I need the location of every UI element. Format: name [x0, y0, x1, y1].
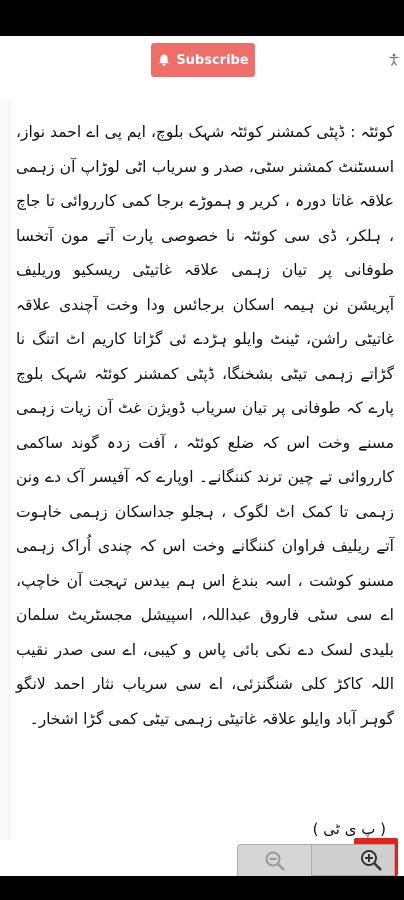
article-body: کوئٹہ : ڈپٹی کمشنر کوئٹہ شہک بلوچ، ایم پی اے احمد نواز، اسسٹنٹ کمشنر سٹی، صدر و سریاب اٹی لوڑاپ آن زہمی علاقہ غاتا دورہ ، کریر و ہموڑے برجا کمی کارروائی تا جاچ ، ہلکر، ڈی سی کوئٹہ نا خصوصی پارت آتے مون آتخسا طوفانی پر تیان زہمی علاقہ غاتیٹی ریسکیو وریلیف آپریشن نن ہیمہ اسکان برجائس ودا وخت آچندی علاقہ غاتیٹی راشن، ٹینٹ وایلو ہڑدے ئی گڑاتا کاریم اٹ اتنگ نا گڑاتے زہمی تیٹی بشخنگا، ڈپٹی کمشنر کوئٹہ شہک بلوچ پارے کہ طوفانی پر تیان سریاب ڈویژن غٹ آن زیات زہمی مسنے وخت اس کہ ضلع کوئٹہ ، آفت زدہ گوند ساکمی کارروائی تے چین ترند کننگانے۔ اوپارے کہ آفیسر آک دے ونن زہمی تا کمک اٹ لگوک ، ہجلو جداسکان زہمی خاہوت آتے ریلیف فراوان کننگانے وخت اس کہ چندی اُراک زہمی مسنو کوشت ، اسہ بندغ اس ہم بیدس تہجت آن خاچپ، اے سی سٹی فاروق عبداللہ، اسپیشل مجسٹریٹ سلمان بلیدی لسک دے نکی بائی پاس و کیبی، اے سی صدر نقیب اللہ کاکڑ کلی شنگنزئی، اے سی سریاب نثار احمد لانگو گوہر آباد وایلو علاقہ غاتیٹی زہمی تیٹی کمی گڑا اشخار۔ [16, 123, 394, 728]
bell-icon [157, 53, 171, 67]
navigation-bar [0, 876, 404, 900]
accessibility-icon[interactable] [384, 48, 404, 72]
subscribe-label: Subscribe [176, 52, 249, 68]
zoom-out-button[interactable] [237, 844, 313, 878]
article-credit: ( پ ی ٹی ) [312, 820, 386, 838]
zoom-in-icon [359, 848, 383, 872]
left-gutter [0, 100, 10, 840]
status-bar [0, 0, 404, 36]
subscribe-button[interactable] [151, 43, 255, 77]
zoom-out-icon [264, 850, 286, 872]
zoom-in-button[interactable] [311, 844, 395, 876]
